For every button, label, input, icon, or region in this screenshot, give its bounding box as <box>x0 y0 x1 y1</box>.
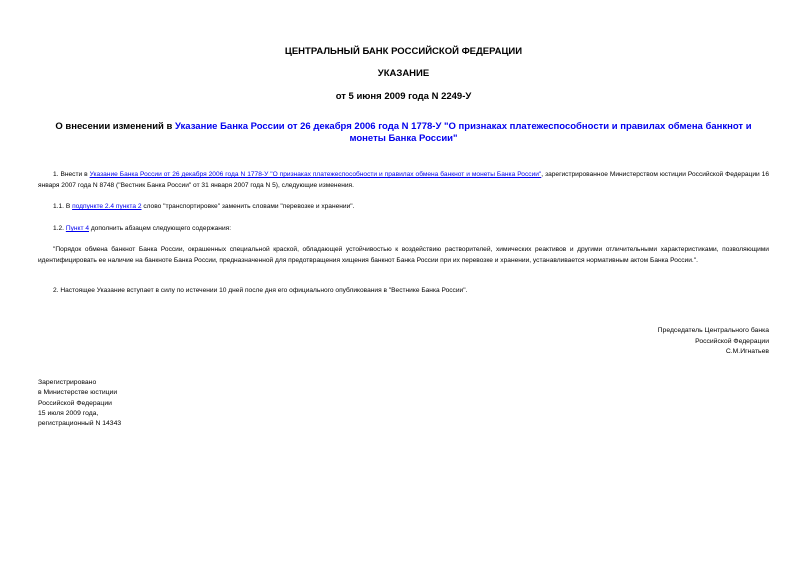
link-decree-1778u[interactable]: Указание Банка России от 26 декабря 2006 года N 1778-У "О признаках платежеспособности и правилах обмена банкнот и монеты Банка России" <box>89 171 542 178</box>
paragraph-2: 2. Настоящее Указание вступает в силу по истечении 10 дней после дня его официального опубликования в "Вестнике Банка России". <box>53 287 468 294</box>
p1-suffix: , зарегистрированное Министерством юстиции Российской Федерации 16 января 2007 года N 8748 ("Вестник Банка России" от 31 января 2007 года N 5), следующие изменения. <box>38 171 769 189</box>
registration-line-3: Российской Федерации <box>38 399 112 407</box>
registration-number: регистрационный N 14343 <box>38 420 122 428</box>
title-link-decree-1778u[interactable]: Указание Банка России от 26 декабря 2006 года N 1778-У "О признаках платежеспособности и правилах обмена банкнот и монеты Банка России" <box>175 121 752 144</box>
title-prefix: О внесении изменений в <box>55 121 175 132</box>
document-title <box>40 121 767 145</box>
link-subclause-2-4[interactable]: подпункте 2.4 пункта 2 <box>72 203 142 210</box>
link-clause-4[interactable]: Пункт 4 <box>65 225 89 232</box>
signature-name: С.М.Игнатьев <box>725 348 769 355</box>
quoted-paragraph: "Порядок обмена банкнот Банка России, окрашенных специальной краской, обладающей устойчивостью к воздействию растворителей, химических реактивов и другими отличительными характеристиками, позволяющими идентифицировать ее наличие на банкноте Банка России, предназначенной для предотвращения хищения банкнот Банка России при их перевозке и хранении, устанавливается нормативным актом Банка России.". <box>38 246 769 264</box>
signature-position: Председатель Центрального банка <box>657 327 769 334</box>
p1-prefix: 1. Внести в <box>53 171 90 178</box>
signature-block <box>658 326 769 358</box>
signature-organization: Российской Федерации <box>695 337 769 345</box>
paragraph-1 <box>38 170 769 191</box>
registration-line-1: Зарегистрировано <box>38 379 97 386</box>
p11-prefix: 1.1. В <box>53 203 73 210</box>
paragraph-1-1 <box>38 202 769 213</box>
registration-block <box>38 378 121 429</box>
p12-suffix: дополнить абзацем следующего содержания: <box>89 225 232 232</box>
document-date-number: от 5 июня 2009 года N 2249-У <box>335 91 472 102</box>
registration-line-2: в Министерстве юстиции <box>38 389 118 397</box>
issuer-heading: ЦЕНТРАЛЬНЫЙ БАНК РОССИЙСКОЙ ФЕДЕРАЦИИ <box>284 46 523 57</box>
p11-suffix: слово "транспортировке" заменить словами "перевозке и хранении". <box>141 203 355 210</box>
document-type-heading: УКАЗАНИЕ <box>377 68 430 79</box>
paragraph-1-2 <box>38 224 769 235</box>
registration-date: 15 июля 2009 года, <box>38 409 99 417</box>
p12-prefix: 1.2. <box>53 225 66 232</box>
